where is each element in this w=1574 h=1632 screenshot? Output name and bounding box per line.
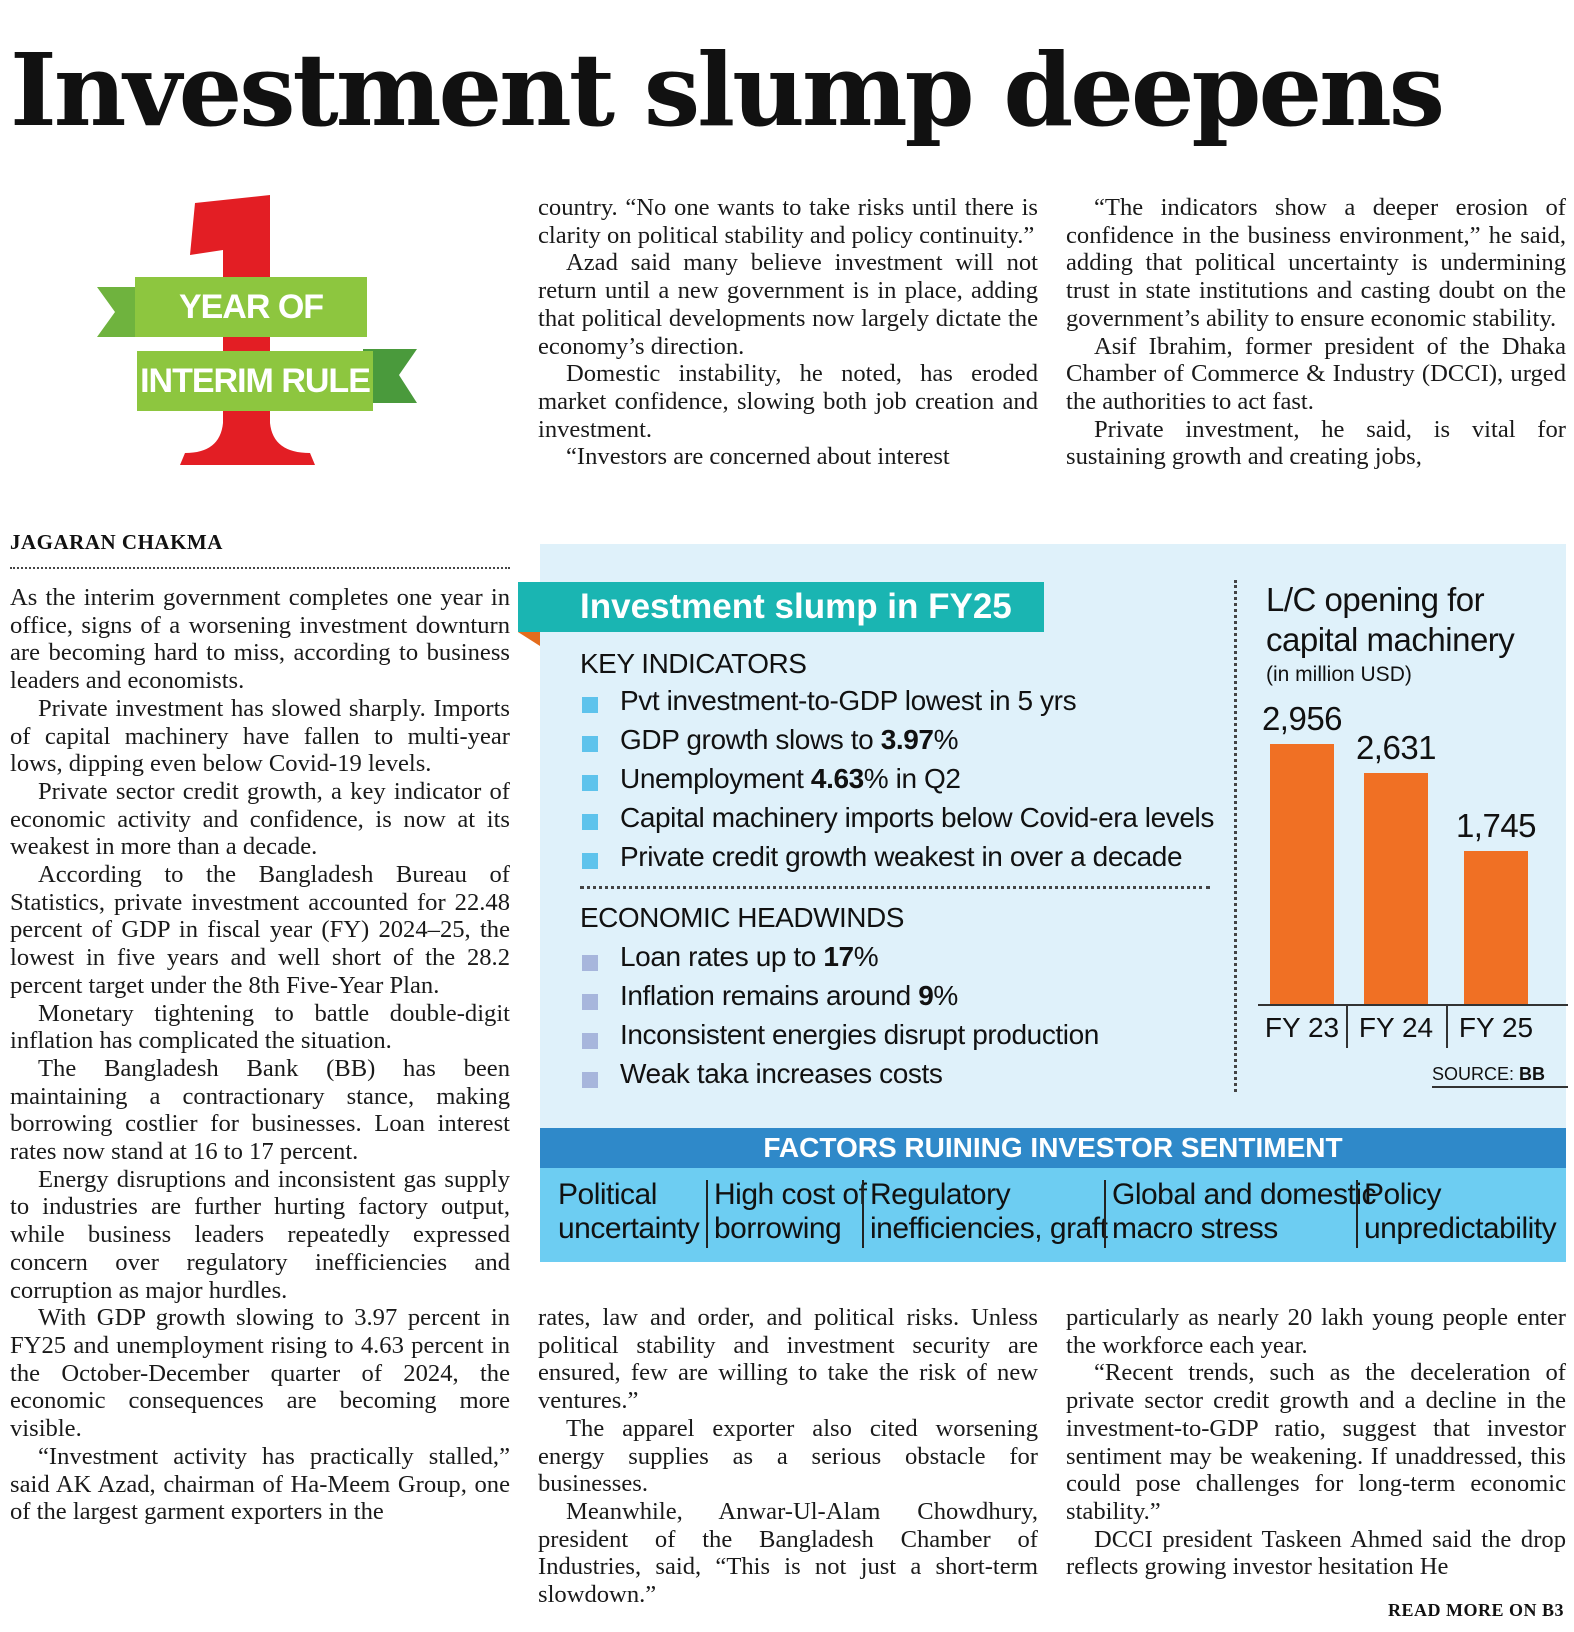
bullet-square-icon: [582, 955, 598, 971]
paragraph: country. “No one wants to take risks until there is clarity on political stability and policy continuity.”: [538, 194, 1038, 249]
article-column-3-bottom: [1066, 1304, 1566, 1581]
x-tick-label: FY 23: [1264, 1012, 1340, 1043]
paragraph: DCCI president Taskeen Ahmed said the drop reflects growing investor hesitation He: [1066, 1525, 1566, 1581]
x-tick-label: FY 25: [1458, 1012, 1534, 1043]
lc-opening-bar-chart: [1250, 700, 1570, 1043]
key-indicator-item: Unemployment 4.63% in Q2: [620, 763, 961, 794]
x-axis-line: [1258, 1004, 1568, 1006]
paragraph: rates, law and order, and political risks. Unless political stability and investment security are ensured, few are willing to take the risk of new ventures.”: [538, 1304, 1038, 1415]
factor-political-uncertainty: Political uncertainty: [558, 1178, 700, 1245]
paragraph: Energy disruptions and inconsistent gas supply to industries are further hurting factory output, while business leaders repeatedly expressed concern over regulatory inefficiencies and corruption as major hurdles.: [10, 1165, 510, 1304]
bullet-square-icon: [582, 853, 598, 869]
key-indicator-item: Pvt investment-to-GDP lowest in 5 yrs: [620, 685, 1077, 716]
paragraph: “Investors are concerned about interest: [566, 443, 950, 471]
factor-separator: [706, 1180, 708, 1248]
anniversary-logo-art: [95, 195, 425, 485]
bullet-square-icon: [582, 775, 598, 791]
paragraph: Private investment has slowed sharply. Imports of capital machinery have fallen to multi-year lows, dipping even below Covid-19 levels.: [10, 694, 510, 778]
paragraph: Private sector credit growth, a key indicator of economic activity and confidence, is now at its weakest in more than a decade.: [10, 777, 510, 861]
factor-macro-stress: Global and domestic macro stress: [1112, 1178, 1376, 1245]
chart-subtitle: (in million USD): [1266, 663, 1412, 686]
article-column-2-bottom: [538, 1304, 1038, 1609]
economic-headwinds-heading: ECONOMIC HEADWINDS: [580, 902, 904, 933]
bullet-square-icon: [582, 994, 598, 1010]
logo-text-line1: YEAR OF: [178, 288, 324, 326]
headwind-item: Loan rates up to 17%: [620, 941, 879, 972]
article-column-2-top: [538, 194, 1038, 471]
factor-separator: [1356, 1180, 1358, 1248]
headline: Investment slump deepens: [10, 31, 1443, 149]
bar-value-label: 2,956: [1261, 700, 1343, 737]
infographic-title: Investment slump in FY25: [580, 587, 1012, 626]
x-tick-separator: [1446, 1004, 1448, 1048]
paragraph: Asif Ibrahim, former president of the Dhaka Chamber of Commerce & Industry (DCCI), urged the authorities to act fast.: [1066, 332, 1566, 415]
headwind-item: Inflation remains around 9%: [620, 980, 958, 1011]
paragraph: particularly as nearly 20 lakh young people enter the workforce each year.: [1066, 1304, 1566, 1359]
headwind-item: Inconsistent energies disrupt production: [620, 1019, 1099, 1050]
paragraph: “The indicators show a deeper erosion of confidence in the business environment,” he said, adding that political uncertainty is undermining trust in state institutions and casting doubt on the government’s ability to ensure economic stability.: [1066, 194, 1566, 332]
anniversary-logo: [95, 195, 425, 485]
paragraph: As the interim government completes one year in office, signs of a worsening investment downturn are becoming hard to miss, according to business leaders and economists.: [10, 584, 510, 695]
headwind-item: Weak taka increases costs: [620, 1058, 943, 1089]
bullet-square-icon: [582, 697, 598, 713]
bar-value-label: 1,745: [1455, 807, 1537, 844]
section-divider: [580, 886, 1210, 889]
byline: JAGARAN CHAKMA: [10, 530, 223, 554]
factor-high-cost-of-borrowing: High cost of borrowing: [714, 1178, 867, 1245]
paragraph: Meanwhile, Anwar-Ul-Alam Chowdhury, president of the Bangladesh Chamber of Industries, said, “This is not just a short-term slowdown.”: [538, 1497, 1038, 1609]
bullet-square-icon: [582, 736, 598, 752]
key-indicator-item: Capital machinery imports below Covid-era levels: [620, 802, 1214, 833]
paragraph: The Bangladesh Bank (BB) has been maintaining a contractionary stance, making borrowing costlier for businesses. Loan interest rates now stand at 16 to 17 percent.: [10, 1054, 510, 1166]
bar-fy25: [1464, 851, 1528, 1004]
article-column-3-top: [1066, 194, 1566, 471]
x-tick-label: FY 24: [1358, 1012, 1434, 1043]
chart-divider: [1234, 580, 1237, 1092]
factors-title: FACTORS RUINING INVESTOR SENTIMENT: [763, 1132, 1343, 1163]
bullet-square-icon: [582, 1072, 598, 1088]
factor-separator: [1104, 1180, 1106, 1248]
key-indicator-item: GDP growth slows to 3.97%: [620, 724, 959, 755]
logo-text-line2: INTERIM RULE: [140, 362, 370, 400]
read-more-link[interactable]: READ MORE ON B3: [1388, 1600, 1565, 1620]
bar-fy23: [1270, 744, 1334, 1004]
factor-separator: [862, 1180, 864, 1248]
chart-title: L/C opening for capital machinery: [1266, 581, 1515, 658]
paragraph: Azad said many believe investment will not return until a new government is in place, adding that political developments now largely dictate the economy’s direction.: [538, 249, 1038, 360]
article-column-1: [10, 584, 510, 1526]
byline-divider: [10, 567, 510, 569]
paragraph: The apparel exporter also cited worsening energy supplies as a serious obstacle for businesses.: [538, 1414, 1038, 1498]
paragraph: According to the Bangladesh Bureau of Statistics, private investment accounted for 22.48 percent of GDP in fiscal year (FY) 2024–25, the lowest in five years and well short of the 28.2 percent target under the 8th Five-Year Plan.: [10, 861, 510, 999]
bar-value-label: 2,631: [1355, 729, 1437, 766]
bullet-square-icon: [582, 814, 598, 830]
paragraph: With GDP growth slowing to 3.97 percent in FY25 and unemployment rising to 4.63 percent in the October-December quarter of 2024, the economic consequences are becoming more visible.: [10, 1304, 510, 1443]
x-tick-separator: [1346, 1004, 1348, 1048]
bar-fy24: [1364, 773, 1428, 1004]
key-indicators-heading: KEY INDICATORS: [580, 648, 807, 679]
paragraph: “Recent trends, such as the deceleration of private sector credit growth and a decline in the investment-to-GDP ratio, suggest that investor sentiment may be weakening. If unaddressed, this could pose challenges for long-term economic stability.”: [1066, 1359, 1566, 1525]
title-bar-fold: [518, 632, 540, 646]
key-indicator-item: Private credit growth weakest in over a decade: [620, 841, 1183, 872]
source-rule: [1432, 1086, 1568, 1088]
paragraph: “Investment activity has practically stalled,” said AK Azad, chairman of Ha-Meem Group, one of the largest garment exporters in the: [10, 1442, 510, 1526]
paragraph: Domestic instability, he noted, has eroded market confidence, slowing both job creation and investment.: [538, 360, 1038, 443]
chart-source: SOURCE: BB: [1432, 1064, 1546, 1084]
paragraph: Private investment, he said, is vital for sustaining growth and creating jobs,: [1066, 415, 1566, 471]
bullet-square-icon: [582, 1033, 598, 1049]
paragraph: Monetary tightening to battle double-digit inflation has complicated the situation.: [10, 999, 510, 1055]
factor-regulatory-inefficiencies: Regulatory inefficiencies, graft: [870, 1178, 1108, 1245]
factor-policy-unpredictability: Policy unpredictability: [1364, 1178, 1557, 1245]
